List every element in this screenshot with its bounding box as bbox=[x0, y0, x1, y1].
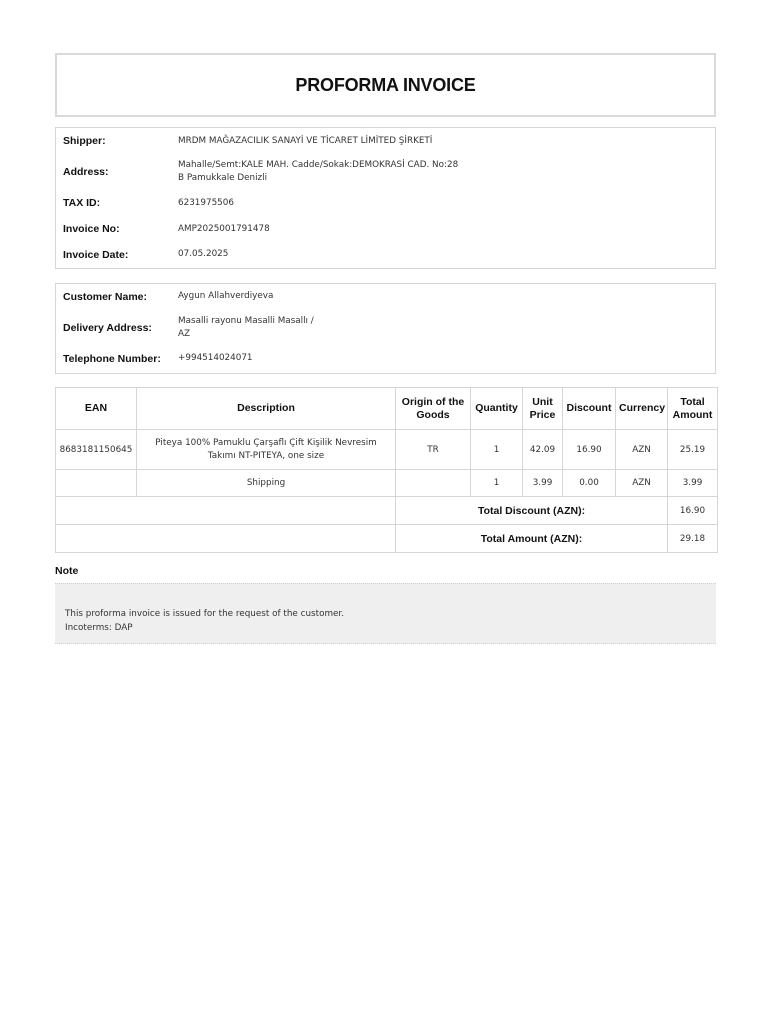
table-header-row bbox=[56, 388, 718, 430]
invoice-no-value: AMP2025001791478 bbox=[178, 224, 270, 234]
col-discount: Discount bbox=[563, 388, 616, 430]
address-line-1: Mahalle/Semt:KALE MAH. Cadde/Sokak:DEMOKRASİ CAD. No:28 bbox=[178, 160, 459, 170]
delivery-address-label: Delivery Address: bbox=[63, 322, 152, 334]
col-total bbox=[668, 388, 718, 430]
customer-name-label: Customer Name: bbox=[63, 291, 148, 303]
shipper-label: Shipper: bbox=[63, 135, 106, 147]
cell-description: Shipping bbox=[137, 470, 396, 497]
note-box bbox=[55, 583, 716, 644]
total-amount-row bbox=[56, 525, 718, 553]
delivery-line-1: Masalli rayonu Masalli Masallı / bbox=[178, 316, 314, 326]
page-title: PROFORMA INVOICE bbox=[295, 74, 476, 95]
cell-ean: 8683181150645 bbox=[56, 430, 137, 470]
address-line-2: B Pamukkale Denizli bbox=[178, 173, 268, 183]
items-table bbox=[55, 387, 718, 553]
shipper-info-box bbox=[55, 127, 716, 269]
cell-description-line-2: Takımı NT-PITEYA, one size bbox=[207, 450, 325, 461]
customer-name-value: Aygun Allahverdiyeva bbox=[178, 291, 274, 301]
col-total-line-2: Amount bbox=[672, 408, 713, 421]
cell-ean bbox=[56, 470, 137, 497]
col-total-line-1: Total bbox=[680, 395, 705, 408]
cell-currency: AZN bbox=[616, 430, 668, 470]
total-discount-row bbox=[56, 497, 718, 525]
total-amount-value: 29.18 bbox=[668, 525, 718, 553]
col-unit-price bbox=[523, 388, 563, 430]
note-title: Note bbox=[55, 565, 79, 577]
table-row bbox=[56, 430, 718, 470]
cell-total: 3.99 bbox=[668, 470, 718, 497]
delivery-line-2: AZ bbox=[178, 329, 191, 339]
cell-origin: TR bbox=[396, 430, 471, 470]
col-description: Description bbox=[137, 388, 396, 430]
invoice-no-label: Invoice No: bbox=[63, 223, 120, 235]
tax-id-label: TAX ID: bbox=[63, 197, 101, 209]
col-origin-line-2: Goods bbox=[416, 408, 450, 421]
summary-spacer bbox=[56, 525, 396, 553]
note-line-1: This proforma invoice is issued for the request of the customer. bbox=[65, 609, 345, 619]
cell-description-line-1: Piteya 100% Pamuklu Çarşaflı Çift Kişilik Nevresim bbox=[155, 437, 377, 448]
cell-origin bbox=[396, 470, 471, 497]
cell-quantity: 1 bbox=[471, 430, 523, 470]
invoice-date-value: 07.05.2025 bbox=[178, 249, 229, 259]
col-origin-line-1: Origin of the bbox=[401, 395, 465, 408]
cell-quantity: 1 bbox=[471, 470, 523, 497]
col-unit-price-line-2: Price bbox=[529, 408, 556, 421]
tax-id-value: 6231975506 bbox=[178, 198, 234, 208]
title-box bbox=[55, 53, 716, 117]
telephone-label: Telephone Number: bbox=[63, 353, 161, 365]
cell-unit-price: 42.09 bbox=[523, 430, 563, 470]
total-discount-value: 16.90 bbox=[668, 497, 718, 525]
table-row bbox=[56, 470, 718, 497]
total-discount-label: Total Discount (AZN): bbox=[396, 497, 668, 525]
cell-discount: 0.00 bbox=[563, 470, 616, 497]
address-value bbox=[178, 159, 458, 185]
col-origin bbox=[396, 388, 471, 430]
cell-unit-price: 3.99 bbox=[523, 470, 563, 497]
note-line-2: Incoterms: DAP bbox=[65, 623, 133, 633]
invoice-date-label: Invoice Date: bbox=[63, 249, 129, 261]
telephone-value: +994514024071 bbox=[178, 353, 253, 363]
col-quantity: Quantity bbox=[471, 388, 523, 430]
address-label: Address: bbox=[63, 166, 109, 178]
total-amount-label: Total Amount (AZN): bbox=[396, 525, 668, 553]
customer-info-box bbox=[55, 283, 716, 374]
cell-description bbox=[137, 430, 396, 470]
cell-discount: 16.90 bbox=[563, 430, 616, 470]
summary-spacer bbox=[56, 497, 396, 525]
col-ean: EAN bbox=[56, 388, 137, 430]
cell-total: 25.19 bbox=[668, 430, 718, 470]
shipper-value: MRDM MAĞAZACILIK SANAYİ VE TİCARET LİMİTED ŞİRKETİ bbox=[178, 136, 433, 146]
delivery-address-value bbox=[178, 315, 314, 341]
col-unit-price-line-1: Unit bbox=[532, 395, 553, 408]
col-currency: Currency bbox=[616, 388, 668, 430]
cell-currency: AZN bbox=[616, 470, 668, 497]
